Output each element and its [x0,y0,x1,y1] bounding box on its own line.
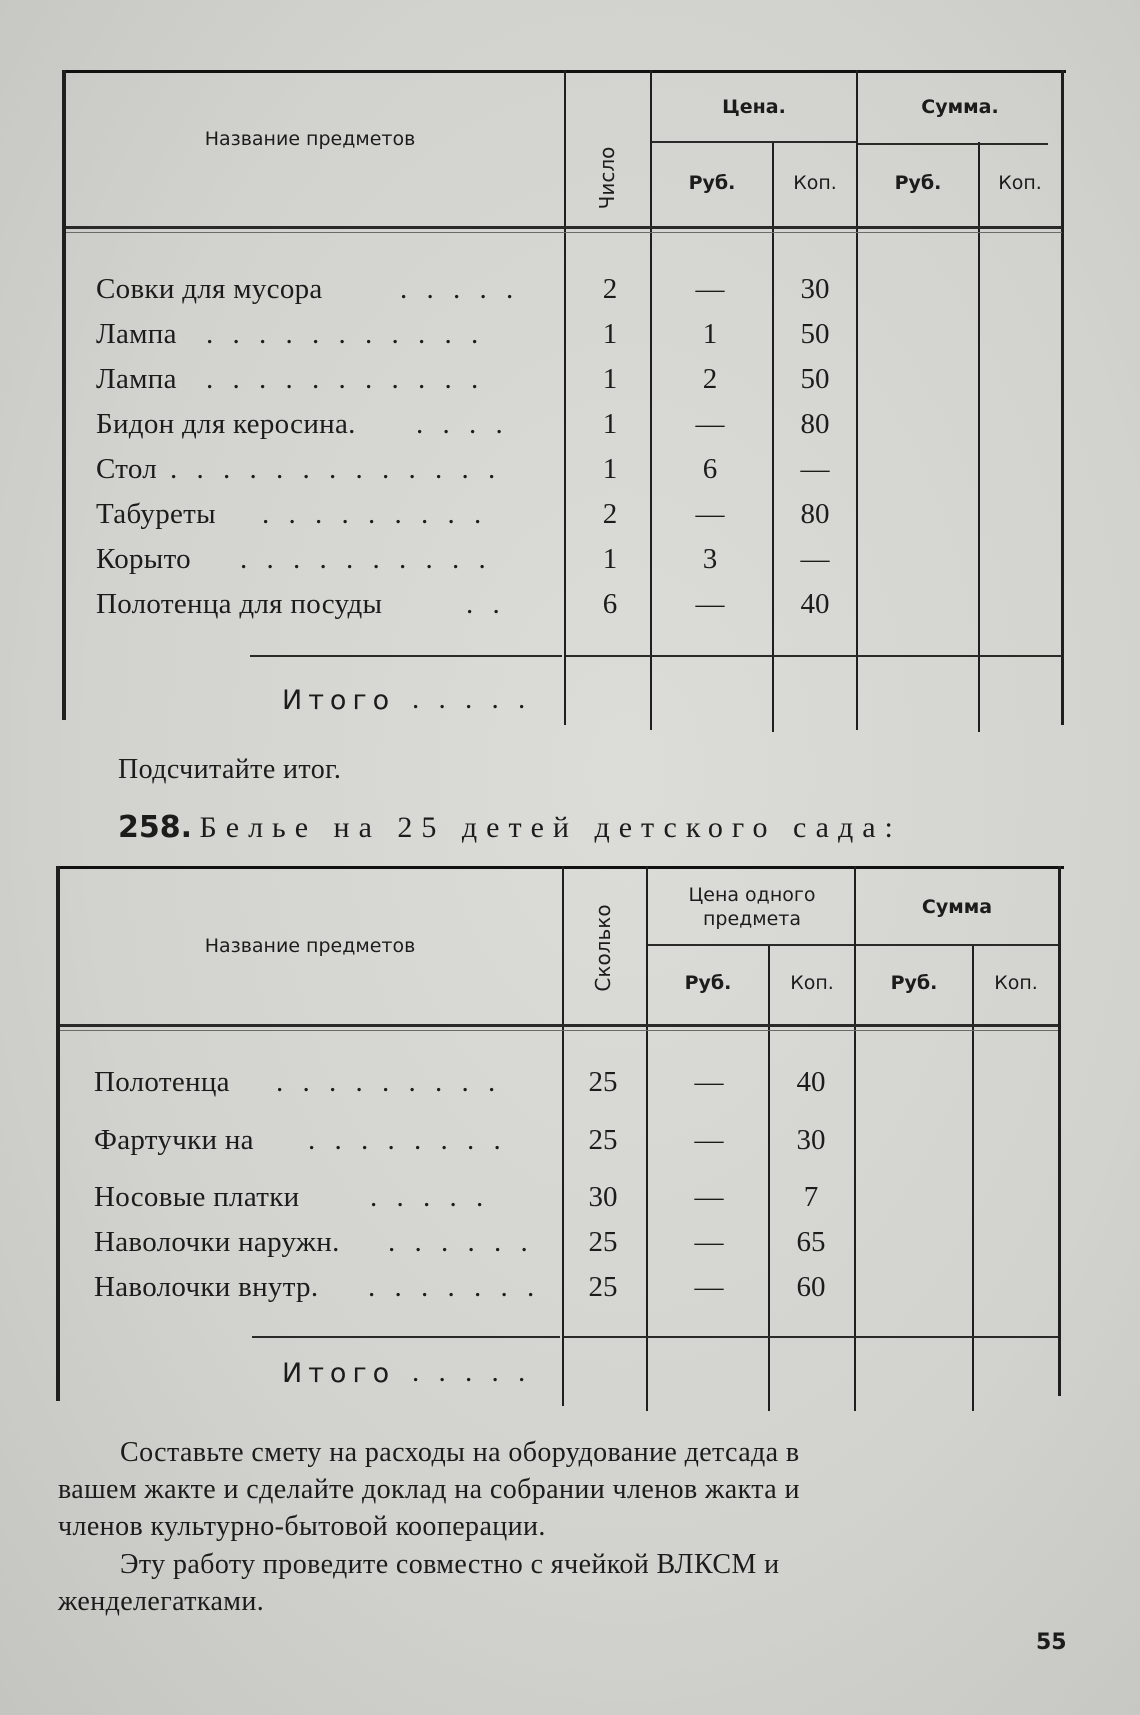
table-row-name: Бидон для керосина. [96,408,356,440]
table-1-header-price-kop: Коп. [793,172,837,194]
table-1-header-sum: Сумма. [921,96,999,118]
table-1-sub-header-line [858,143,1048,145]
table-2-col-line [854,866,856,1411]
table-row-rub: — [695,588,725,620]
table-row-kop: 60 [796,1271,826,1303]
table-2-header-name: Название предметов [204,935,416,957]
table-2-header-sum: Сумма [921,896,993,918]
table-2-header-price-rub: Руб. [684,972,732,994]
table-2-right-border [1058,866,1061,1396]
table-row-count: 1 [602,453,618,485]
table-row-rub: 2 [702,363,718,395]
table-1-header-count: Число [595,146,619,210]
table-row-rub: — [695,408,725,440]
leader-dots: . . . . . [370,1181,490,1213]
leader-dots: . . . . [416,408,509,440]
leader-dots: . . . . . [412,1356,532,1388]
table-row-kop: 7 [803,1181,819,1213]
table-1-total-separator [566,655,1062,657]
table-row-name: Полотенца для посуды [96,588,383,620]
table-2-header-count: Сколько [591,904,615,992]
table-row-kop: 50 [800,363,830,395]
table-row-rub: — [694,1226,724,1258]
table-1-header-bottom-line-2 [66,232,1062,233]
table-1-header-sum-rub: Руб. [894,172,942,194]
paragraph-1-line-2: вашем жакте и сделайте доклад на собрании членов жакта и [58,1474,800,1505]
table-2-header-price: Цена одного предмета [688,884,816,930]
leader-dots: . . . . . . . [368,1271,541,1303]
table-1-total-label: Итого [282,685,396,716]
table-row-name: Носовые платки [94,1181,300,1213]
table-1-col-line [564,70,566,725]
leader-dots: . . . . . [400,273,520,305]
table-row-name: Корыто [96,543,191,575]
exercise-title: Белье на 25 детей детского сада: [199,811,902,844]
table-row-count: 2 [602,273,618,305]
table-row-count: 25 [588,1124,618,1156]
table-1-col-line [978,142,980,732]
leader-dots: . . . . . [412,683,532,715]
table-row-count: 25 [588,1271,618,1303]
table-row-name: Фартучки на [94,1124,254,1156]
table-2-top-border [56,866,1064,869]
table-2-col-line [646,866,648,1411]
page-number: 55 [1036,1630,1067,1655]
table-row-rub: 3 [702,543,718,575]
table-row-rub: — [694,1181,724,1213]
leader-dots: . . . . . . . . . . . [206,363,485,395]
table-row-rub: 6 [702,453,718,485]
leader-dots: . . . . . . . . [308,1124,507,1156]
exercise-heading [118,810,902,845]
table-row-name: Лампа [96,363,177,395]
exercise-number: 258. [118,810,193,845]
table-2-header-sum-kop: Коп. [994,972,1038,994]
table-row-kop: 65 [796,1226,826,1258]
table-1-left-border [62,70,66,720]
table-row-count: 2 [602,498,618,530]
table-2-header-price-kop: Коп. [790,972,834,994]
paragraph-2-line-2: женделегатками. [58,1586,265,1617]
table-row-name: Наволочки наружн. [94,1226,340,1258]
table-2-col-line [768,946,770,1411]
table-row-name: Полотенца [94,1066,230,1098]
table-1-sub-header-line [652,141,856,143]
table-row-name: Табуреты [96,498,216,530]
table-2-header-bottom-line-2 [60,1030,1058,1031]
table-row-name: Лампа [96,318,177,350]
table-1-header-name: Название предметов [204,128,416,150]
table-row-count: 25 [588,1226,618,1258]
table-row-rub: — [694,1271,724,1303]
table-2-sub-header-line [648,944,854,946]
table-row-count: 6 [602,588,618,620]
table-2-total-separator [252,1336,560,1338]
leader-dots: . . . . . . . . . . . . . [170,453,502,485]
table-2-header-bottom-line [60,1024,1058,1027]
table-row-kop: 40 [796,1066,826,1098]
table-2-left-border [56,866,60,1401]
table-1-header-bottom-line [66,226,1062,229]
table-row-name: Совки для мусора [96,273,323,305]
table-row-rub: — [694,1066,724,1098]
table-row-count: 1 [602,543,618,575]
table-row-count: 25 [588,1066,618,1098]
table-row-count: 1 [602,408,618,440]
table-1-total-separator [250,655,562,657]
table-2-sub-header-line [856,944,1058,946]
table-2-col-line [562,866,564,1406]
leader-dots: . . . . . . . . . [262,498,488,530]
table-row-count: 1 [602,318,618,350]
table-2-total-separator [564,1336,1058,1338]
table-row-kop: 30 [796,1124,826,1156]
table-1-header-price: Цена. [722,96,786,118]
paragraph-1-line-1: Составьте смету на расходы на оборудование детсада в [120,1437,800,1468]
table-1-header-sum-kop: Коп. [998,172,1042,194]
table-row-rub: 1 [702,318,718,350]
table-row-count: 1 [602,363,618,395]
leader-dots: . . . . . . . . . [276,1066,502,1098]
table-row-kop: 80 [800,408,830,440]
table-row-name: Наволочки внутр. [94,1271,319,1303]
table-row-kop: 30 [800,273,830,305]
leader-dots: . . . . . . . . . . . [206,318,485,350]
paragraph-2-line-1: Эту работу проведите совместно с ячейкой ВЛКСМ и [120,1549,780,1580]
table-row-count: 30 [588,1181,618,1213]
table-row-rub: — [695,498,725,530]
table-row-kop: — [800,453,830,485]
paragraph-1-line-3: членов культурно-бытовой кооперации. [58,1511,546,1542]
table-row-name: Стол [96,453,158,485]
table-row-rub: — [695,273,725,305]
instruction-1: Подсчитайте итог. [118,754,342,785]
table-2-total-label: Итого [282,1358,396,1389]
table-2-header-sum-rub: Руб. [890,972,938,994]
table-1-right-border [1061,70,1064,725]
table-row-kop: 40 [800,588,830,620]
table-row-kop: — [800,543,830,575]
table-1-col-line [772,142,774,732]
table-1-header-price-rub: Руб. [688,172,736,194]
leader-dots: . . . . . . . . . . [240,543,492,575]
table-row-kop: 80 [800,498,830,530]
table-row-kop: 50 [800,318,830,350]
leader-dots: . . . . . . [388,1226,534,1258]
table-1-col-line [650,70,652,730]
table-1-col-line [856,70,858,730]
leader-dots: . . [466,588,506,620]
table-2-col-line [972,946,974,1411]
table-row-rub: — [694,1124,724,1156]
